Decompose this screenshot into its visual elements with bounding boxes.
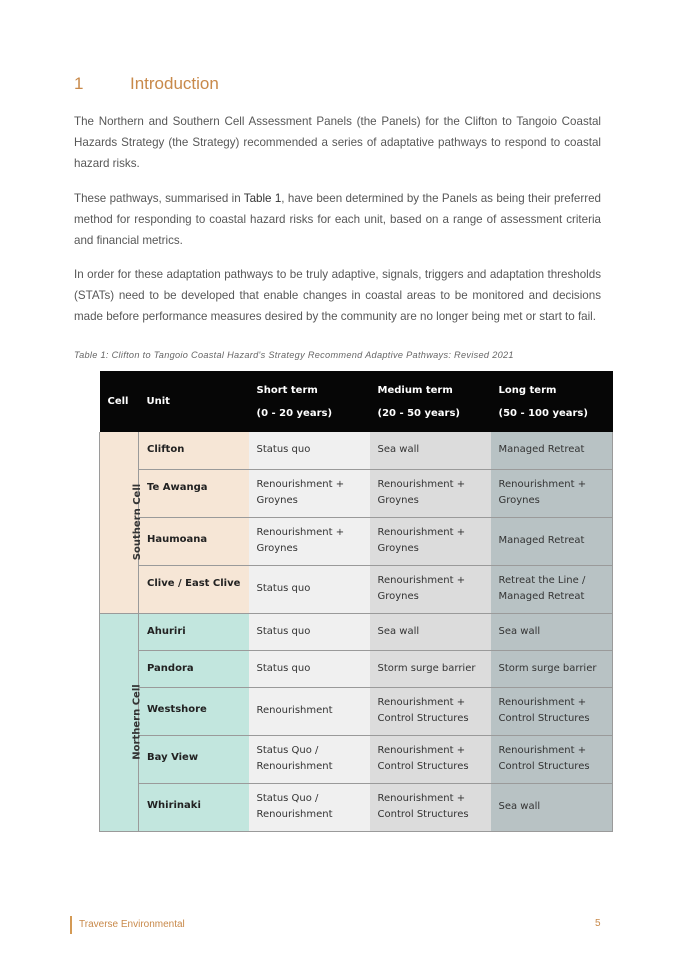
northern-cell-text: Northern Cell [131,684,143,760]
table-row [100,613,613,650]
table-row [100,735,613,783]
header-long-term [491,371,613,432]
header-short-term-range: (0 - 20 years) [256,407,333,419]
unit-name: Westshore [139,687,249,735]
medium-term-value: Storm surge barrier [370,650,491,687]
long-term-value: Renourishment + Control Structures [491,687,613,735]
header-long-term-label: Long term [498,384,557,396]
header-medium-term-range: (20 - 50 years) [377,407,460,419]
long-term-value: Renourishment + Groynes [491,469,613,517]
short-term-value: Renourishment + Groynes [249,469,370,517]
table-row [100,469,613,517]
header-unit: Unit [139,371,249,432]
medium-term-value: Renourishment + Control Structures [370,687,491,735]
table-row [100,687,613,735]
long-term-value: Storm surge barrier [491,650,613,687]
unit-name: Whirinaki [139,783,249,831]
unit-name: Clifton [139,432,249,469]
medium-term-value: Renourishment + Groynes [370,469,491,517]
paragraph-3: In order for these adaptation pathways to be truly adaptive, signals, triggers and adaptation thresholds (STATs) need to be developed that enable changes in coastal areas to be monitored and decisions made before performance measures desired by the community are no longer being met or start to fail. [74,268,601,324]
medium-term-value: Sea wall [370,613,491,650]
unit-name: Te Awanga [139,469,249,517]
section-heading [74,74,219,94]
paragraph-2-text-a: These pathways, summarised in [74,192,244,205]
medium-term-value: Sea wall [370,432,491,469]
section-title: Introduction [130,74,219,93]
short-term-value: Status quo [249,565,370,613]
table-1-reference[interactable]: Table 1 [243,192,282,205]
header-cell: Cell [100,371,139,432]
section-number: 1 [74,74,84,93]
short-term-value: Status Quo / Renourishment [249,735,370,783]
table-caption: Table 1: Clifton to Tangoio Coastal Hazard's Strategy Recommend Adaptive Pathways: Revised 2021 [74,350,514,360]
short-term-value: Status quo [249,432,370,469]
header-long-term-range: (50 - 100 years) [498,407,588,419]
short-term-value: Renourishment + Groynes [249,517,370,565]
table-row [100,650,613,687]
unit-name: Haumoana [139,517,249,565]
header-short-term [249,371,370,432]
long-term-value: Managed Retreat [491,432,613,469]
short-term-value: Status quo [249,613,370,650]
long-term-value: Sea wall [491,613,613,650]
adaptive-pathways-table [99,371,613,832]
long-term-value: Retreat the Line / Managed Retreat [491,565,613,613]
unit-name: Clive / East Clive [139,565,249,613]
table-row [100,565,613,613]
medium-term-value: Renourishment + Control Structures [370,783,491,831]
footer-accent-bar [70,916,72,934]
medium-term-value: Renourishment + Groynes [370,565,491,613]
southern-cell-label [100,432,144,613]
long-term-value: Managed Retreat [491,517,613,565]
medium-term-value: Renourishment + Control Structures [370,735,491,783]
long-term-value: Renourishment + Control Structures [491,735,613,783]
footer-company: Traverse Environmental [79,919,185,930]
header-short-term-label: Short term [256,384,318,396]
header-medium-term [370,371,491,432]
short-term-value: Renourishment [249,687,370,735]
long-term-value: Sea wall [491,783,613,831]
page-number: 5 [595,918,601,929]
unit-name: Pandora [139,650,249,687]
unit-name: Bay View [139,735,249,783]
short-term-value: Status Quo / Renourishment [249,783,370,831]
short-term-value: Status quo [249,650,370,687]
paragraph-2-text-b: , have been determined by the Panels as being their preferred method for responding to coastal hazard risks for each unit, based on a range of assessment criteria and financial metrics. [74,192,601,248]
paragraph-1: The Northern and Southern Cell Assessment Panels (the Panels) for the Clifton to Tangoio Coastal Hazards Strategy (the Strategy) recommended a series of adaptative pathways to respond to coastal hazard risks. [74,115,601,171]
table-row [100,517,613,565]
medium-term-value: Renourishment + Groynes [370,517,491,565]
header-medium-term-label: Medium term [377,384,453,396]
northern-cell-label [100,613,143,831]
table-row [100,432,613,469]
table-header-row [100,371,613,432]
table-row [100,783,613,831]
paragraph-2 [74,188,601,252]
unit-name: Ahuriri [139,613,249,650]
southern-cell-text: Southern Cell [132,484,144,561]
